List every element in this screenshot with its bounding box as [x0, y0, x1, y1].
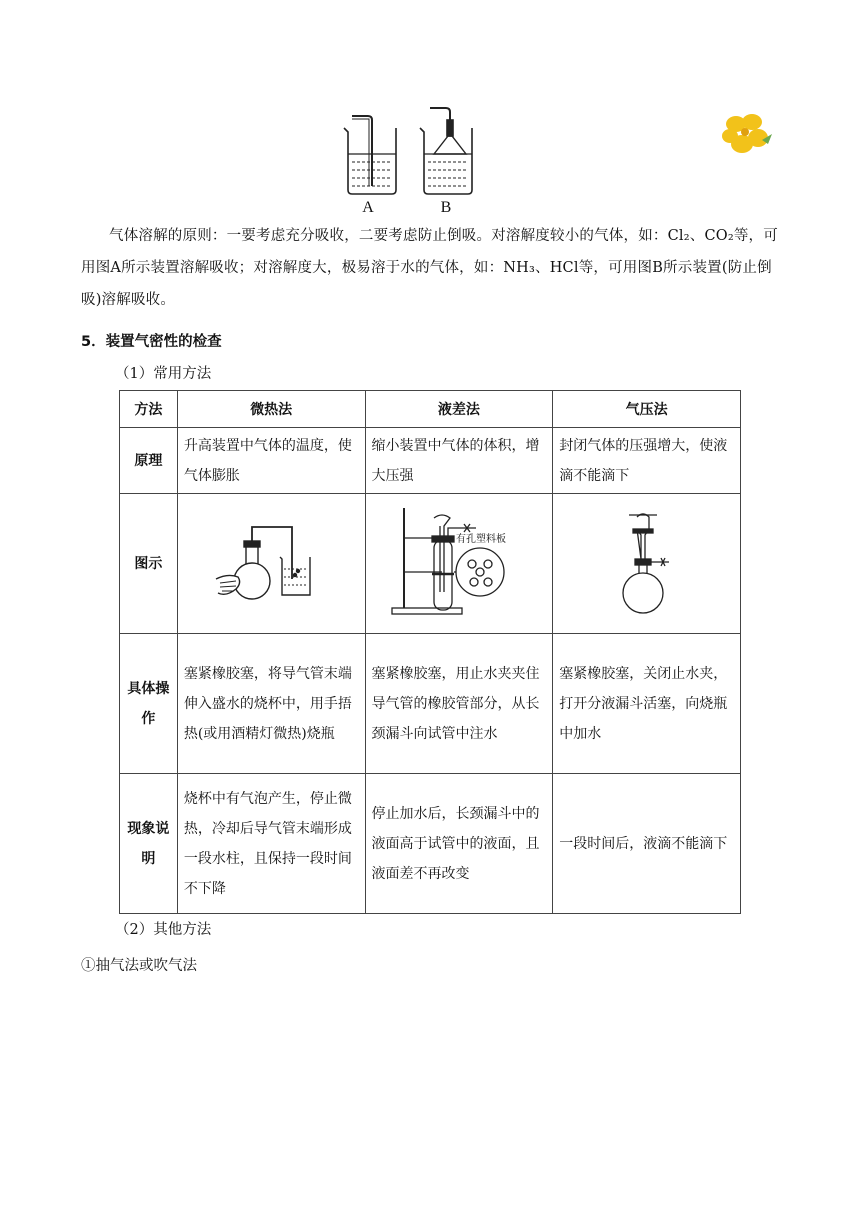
- table-row: [120, 428, 741, 494]
- method-pump-blow: ①抽气法或吹气法: [81, 958, 197, 974]
- table-row: [120, 774, 741, 914]
- header-pressure: 气压法: [553, 391, 741, 428]
- perforated-plate-label: 有孔塑料板: [455, 533, 506, 545]
- table-cell: 塞紧橡胶塞，用止水夹夹住导气管的橡胶管部分，从长颈漏斗向试管中注水: [365, 634, 553, 774]
- table-cell: 封闭气体的压强增大，使液滴不能滴下: [553, 428, 741, 494]
- header-heating: 微热法: [177, 391, 365, 428]
- header-method: 方法: [120, 391, 178, 428]
- liquid-diff-method-diagram: [384, 502, 534, 622]
- row-label: 具体操作: [120, 634, 178, 774]
- beaker-b: [420, 108, 472, 194]
- table-cell: 塞紧橡胶塞，关闭止水夹，打开分液漏斗活塞，向烧瓶中加水: [553, 634, 741, 774]
- absorption-apparatus-figure: [330, 104, 480, 216]
- beaker-a: [344, 116, 396, 194]
- airtightness-table: [119, 390, 741, 914]
- subsection-common-methods: （1）常用方法: [115, 366, 212, 382]
- row-label: 图示: [120, 494, 178, 634]
- table-row: [120, 634, 741, 774]
- liquid-diff-diagram-cell: [365, 494, 553, 634]
- section-heading: 5．装置气密性的检查: [81, 334, 222, 350]
- table-cell: 缩小装置中气体的体积，增大压强: [365, 428, 553, 494]
- gas-dissolution-paragraph: 气体溶解的原则：一要考虑充分吸收，二要考虑防止倒吸。对溶解度较小的气体，如：Cl₂、CO₂等，可用图A所示装置溶解吸收；对溶解度大，极易溶于水的气体，如：NH₃、HCl等，可用图B所示装置(防止倒吸)溶解吸收。: [81, 228, 778, 308]
- heating-diagram-cell: [177, 494, 365, 634]
- header-liquid-diff: 液差法: [365, 391, 553, 428]
- table-cell: 塞紧橡胶塞，将导气管末端伸入盛水的烧杯中，用手捂热(或用酒精灯微热)烧瓶: [177, 634, 365, 774]
- subsection-other-methods: （2）其他方法: [115, 922, 212, 938]
- table-cell: 一段时间后，液滴不能滴下: [553, 774, 741, 914]
- table-row: [120, 494, 741, 634]
- table-cell: 烧杯中有气泡产生，停止微热，冷却后导气管末端形成一段水柱，且保持一段时间不下降: [177, 774, 365, 914]
- table-cell: 停止加水后，长颈漏斗中的液面高于试管中的液面，且液面差不再改变: [365, 774, 553, 914]
- pressure-diagram-cell: [553, 494, 741, 634]
- heating-method-diagram: [206, 517, 336, 607]
- flower-decoration: [718, 110, 774, 160]
- pressure-method-diagram: [607, 507, 687, 617]
- table-cell: 升高装置中气体的温度，使气体膨胀: [177, 428, 365, 494]
- row-label: 现象说明: [120, 774, 178, 914]
- table-header-row: [120, 391, 741, 428]
- label-a: A: [362, 199, 374, 216]
- row-label: 原理: [120, 428, 178, 494]
- label-b: B: [440, 199, 452, 216]
